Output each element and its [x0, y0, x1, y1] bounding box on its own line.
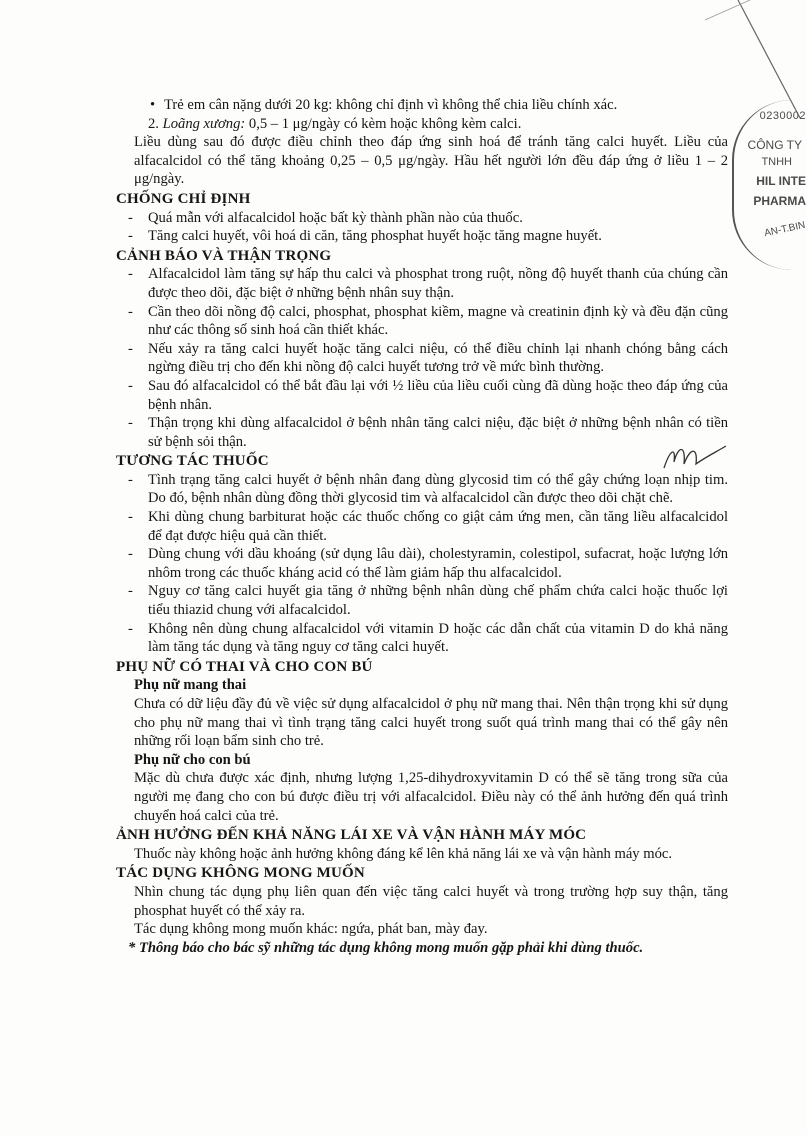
- section-title-interactions: TƯƠNG TÁC THUỐC: [116, 453, 269, 470]
- list-item: - Khi dùng chung barbiturat hoặc các thuốc chống co giật cảm ứng men, cần tăng liều alfacalcidol để đạt được hiệu quả cần thiết.: [148, 508, 728, 545]
- item-text: 0,5 – 1 μg/ngày có kèm hoặc không kèm calci.: [245, 115, 522, 132]
- side-effects-text-1: Nhìn chung tác dụng phụ liên quan đến việc tăng calci huyết và trong trường hợp suy thận, tăng phosphat huyết có thể xảy ra.: [134, 883, 728, 919]
- list-item: - Không nên dùng chung alfacalcidol với vitamin D hoặc các dẫn chất của vitamin D do khả năng làm tăng tác dụng và tăng nguy cơ tăng calci huyết.: [148, 620, 728, 657]
- stamp-line-2: TNHH: [761, 156, 792, 168]
- item-number: 2.: [148, 115, 159, 132]
- dosage-bullet-list: [116, 96, 728, 115]
- interactions-list: [116, 471, 728, 657]
- stamp-line-5: AN-T.BIN: [763, 219, 807, 240]
- driving-text: Thuốc này không hoặc ảnh hưởng không đáng kể lên khả năng lái xe và vận hành máy móc.: [134, 845, 673, 862]
- osteoporosis-dosage: [116, 115, 728, 134]
- list-item: - Cần theo dõi nồng độ calci, phosphat, phosphat kiềm, magne và creatinin định kỳ và đều đặn cũng như các thông số sinh hoá cần thiết khác.: [148, 303, 728, 340]
- section-title-contraindications: CHỐNG CHỈ ĐỊNH: [116, 190, 251, 207]
- subsection-title-pregnant: Phụ nữ mang thai: [134, 677, 247, 694]
- nursing-text: Mặc dù chưa được xác định, nhưng lượng 1,25-dihydroxyvitamin D có thể sẽ tăng trong sữa của người mẹ đang cho con bú được điều trị với alfacalcidol. Điều này có thể ảnh hưởng đến quá trình chuyển hoá calci của trẻ.: [134, 770, 728, 824]
- stamp-number: 0230002: [759, 110, 806, 122]
- list-item: - Alfacalcidol làm tăng sự hấp thu calci và phosphat trong ruột, nồng độ huyết thanh của chúng cần được theo dõi, đặc biệt ở những bệnh nhân suy thận.: [148, 265, 728, 302]
- dosage-note: Liều dùng sau đó được điều chỉnh theo đáp ứng sinh hoá để tránh tăng calci huyết. Liều của alfacalcidol có thể tăng khoảng 0,25 – 0,5 μg/ngày. Hầu hết người lớn đều đáp ứng ở liều 1 – 2 μg/ngày.: [134, 134, 728, 188]
- list-item: - Sau đó alfacalcidol có thể bắt đầu lại với ½ liều của liều cuối cùng đã dùng hoặc theo đáp ứng của bệnh nhân.: [148, 377, 728, 414]
- section-title-warnings: CẢNH BÁO VÀ THẬN TRỌNG: [116, 247, 332, 264]
- list-item: - Tăng calci huyết, vôi hoá di căn, tăng phosphat huyết hoặc tăng magne huyết.: [148, 227, 728, 246]
- list-item: - Thận trọng khi dùng alfacalcidol ở bệnh nhân tăng calci niệu, đặc biệt ở những bệnh nhân có tiền sử bệnh sỏi thận.: [148, 414, 728, 451]
- section-title-pregnancy: PHỤ NỮ CÓ THAI VÀ CHO CON BÚ: [116, 658, 373, 675]
- list-item: - Nguy cơ tăng calci huyết gia tăng ở những bệnh nhân dùng chế phẩm chứa calci hoặc thuốc lợi tiểu thiazid chung với alfacalcidol.: [148, 582, 728, 619]
- contraindications-list: [116, 209, 728, 246]
- document-body: [116, 96, 728, 957]
- list-item: • Trẻ em cân nặng dưới 20 kg: không chỉ định vì không thể chia liều chính xác.: [164, 96, 728, 115]
- item-term: Loãng xương:: [162, 115, 246, 132]
- side-effects-note: * Thông báo cho bác sỹ những tác dụng không mong muốn gặp phải khi dùng thuốc.: [128, 939, 644, 956]
- list-item: - Nếu xảy ra tăng calci huyết hoặc tăng calci niệu, có thể điều chỉnh lại nhanh chóng bằng cách ngừng điều trị cho đến khi nồng độ calci huyết tương trở về mức bình thường.: [148, 340, 728, 377]
- list-item: - Quá mẫn với alfacalcidol hoặc bất kỳ thành phần nào của thuốc.: [148, 209, 728, 228]
- side-effects-text-2: Tác dụng không mong muốn khác: ngứa, phát ban, mày đay.: [134, 921, 488, 938]
- stamp-line-1: CÔNG TY: [747, 138, 802, 152]
- warnings-list: [116, 265, 728, 451]
- company-stamp: [732, 100, 806, 270]
- section-title-driving: ẢNH HƯỞNG ĐẾN KHẢ NĂNG LÁI XE VÀ VẬN HÀNH MÁY MÓC: [116, 827, 587, 844]
- stamp-line-4: PHARMA: [753, 194, 806, 208]
- section-title-side-effects: TÁC DỤNG KHÔNG MONG MUỐN: [116, 865, 365, 882]
- list-item: - Dùng chung với dầu khoáng (sử dụng lâu dài), cholestyramin, colestipol, sufacrat, hoặc lượng lớn nhôm trong các thuốc kháng acid có thể làm giảm hấp thu alfacalcidol.: [148, 545, 728, 582]
- subsection-title-nursing: Phụ nữ cho con bú: [134, 751, 251, 768]
- stamp-line-3: HIL INTE: [756, 174, 806, 188]
- pregnant-text: Chưa có dữ liệu đầy đủ về việc sử dụng alfacalcidol ở phụ nữ mang thai. Nên thận trọng khi sử dụng cho phụ nữ mang thai vì tình trạng tăng calci huyết trong suốt quá trình mang thai có thể gây nên những rối loạn bẩm sinh cho trẻ.: [134, 696, 728, 750]
- list-item: - Tình trạng tăng calci huyết ở bệnh nhân đang dùng glycosid tim có thể gây chứng loạn nhịp tim. Do đó, bệnh nhân dùng đồng thời glycosid tim và alfacalcidol cần được theo dõi chặt chẽ.: [148, 471, 728, 508]
